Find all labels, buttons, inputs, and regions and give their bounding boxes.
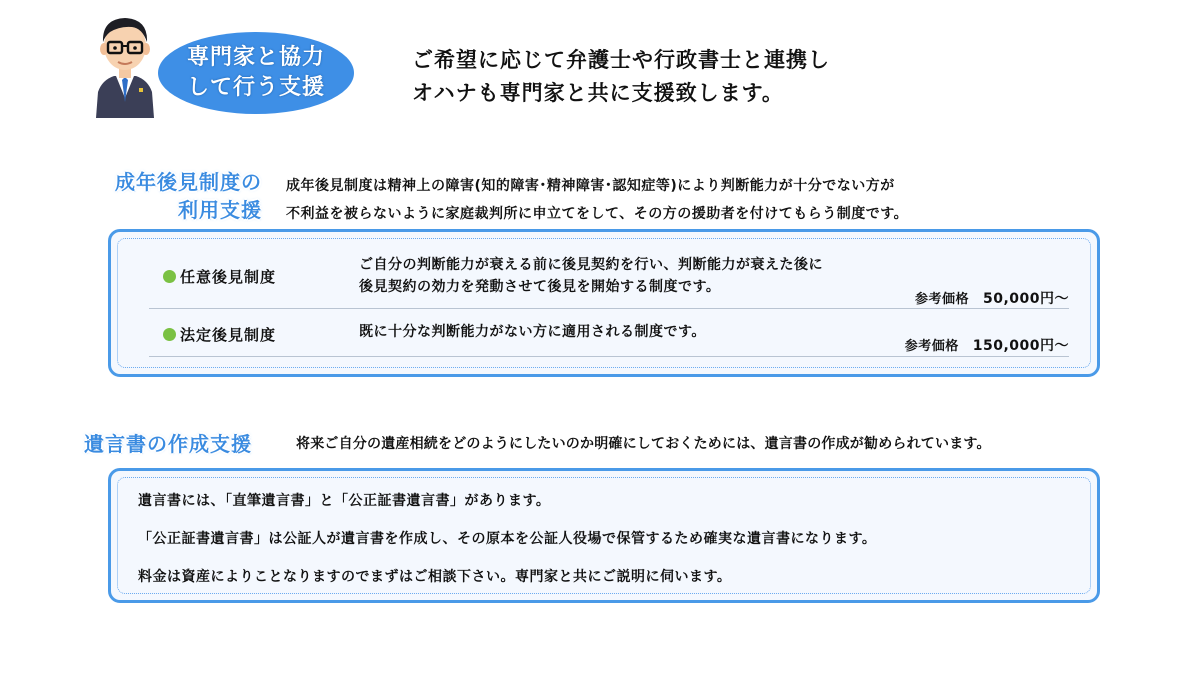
option-desc-statutory	[359, 321, 706, 343]
will-description: 将来ご自分の遺産相続をどのようにしたいのか明確にしておくためには、遺言書の作成が勧められています。	[296, 436, 991, 452]
will-section-title: 遺言書の作成支援	[84, 432, 252, 456]
section-title-line-2: 利用支援	[178, 198, 262, 222]
section-title-line-1: 成年後見制度の	[115, 170, 262, 194]
will-info-line-3: 料金は資産によりことなりますのでまずはご相談下さい。専門家と共にご説明に伺います。	[138, 569, 732, 585]
option-desc-line-1: ご自分の判断能力が衰える前に後見契約を行い、判断能力が衰えた後に	[359, 257, 823, 273]
headline-line-2: オハナも専門家と共に支援致します。	[412, 81, 784, 105]
guardianship-section-title	[80, 168, 262, 224]
badge-line-2: して行う支援	[186, 75, 325, 100]
option-title-label: 任意後見制度	[180, 268, 277, 286]
badge-line-1: 専門家と協力	[186, 45, 325, 70]
option-desc-line-2: 後見契約の効力を発動させて後見を開始する制度です。	[359, 279, 721, 295]
row-divider	[149, 308, 1069, 309]
bullet-dot-icon	[163, 270, 176, 283]
option-title-voluntary	[163, 266, 276, 287]
row-divider	[149, 356, 1069, 357]
page-headline	[412, 44, 830, 110]
price-value: 150,000円～	[972, 338, 1069, 354]
option-desc-line-1: 既に十分な判断能力がない方に適用される制度です。	[359, 324, 706, 340]
price-label: 参考価格	[914, 292, 969, 307]
description-line-2: 不利益を被らないように家庭裁判所に申立てをして、その方の援助者を付けてもらう制度です。	[286, 206, 909, 222]
will-info-line-2: 「公正証書遺言書」は公証人が遺言書を作成し、その原本を公証人役場で保管するため確実な遺言書になります。	[138, 531, 877, 547]
will-info-line-1: 遺言書には、「直筆遺言書」と「公正証書遺言書」があります。	[138, 493, 551, 509]
price-value: 50,000円～	[982, 291, 1069, 307]
price-voluntary	[915, 288, 1069, 308]
bullet-dot-icon	[163, 328, 176, 341]
option-desc-voluntary	[359, 254, 823, 298]
businessman-avatar-icon	[92, 10, 158, 118]
option-title-statutory	[163, 324, 276, 345]
headline-line-1: ご希望に応じて弁護士や行政書士と連携し	[412, 48, 830, 72]
expert-support-badge	[158, 32, 354, 114]
option-title-label: 法定後見制度	[180, 326, 277, 344]
description-line-1: 成年後見制度は精神上の障害(知的障害･精神障害･認知症等)により判断能力が十分でない方が	[286, 178, 895, 194]
price-label: 参考価格	[904, 339, 959, 354]
price-statutory	[905, 335, 1069, 355]
guardianship-options-box	[108, 229, 1100, 377]
guardianship-description	[286, 172, 908, 228]
